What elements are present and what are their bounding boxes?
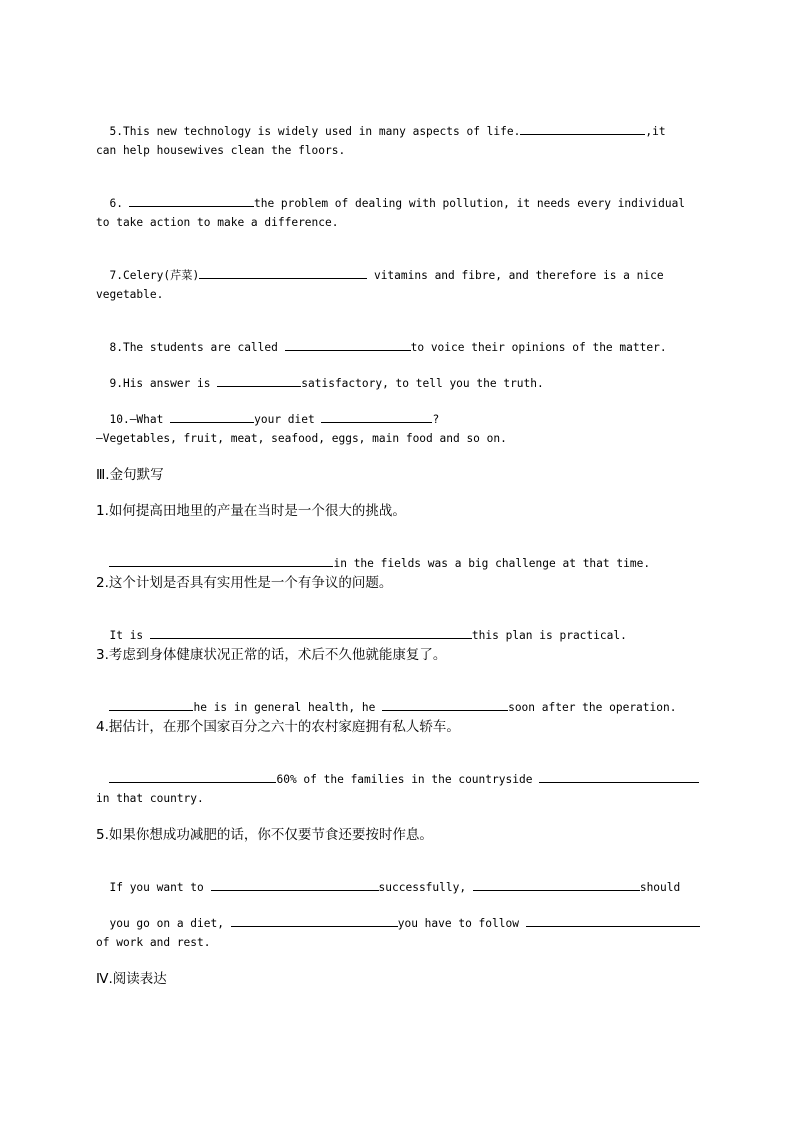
question-text: the problem of dealing with pollution, it needs every individual: [253, 197, 686, 210]
question-9: [96, 359, 544, 390]
question-text: 5.This new technology is widely used in many aspects of life.: [109, 125, 521, 138]
sentence-5-english: [96, 863, 681, 894]
question-5-continued: can help housewives clean the floors.: [96, 144, 346, 157]
sentence-text: this plan is practical.: [471, 629, 627, 642]
question-text: ,it: [645, 125, 666, 138]
question-6-continued: to take action to make a difference.: [96, 216, 339, 229]
answer-blank[interactable]: [109, 555, 333, 567]
answer-blank[interactable]: [217, 375, 301, 387]
sentence-3-chinese: 3.考虑到身体健康状况正常的话，术后不久他就能康复了。: [96, 647, 447, 663]
question-10: [96, 395, 440, 426]
sentence-text: soon after the operation.: [508, 701, 677, 714]
sentence-text: If you want to: [109, 881, 211, 894]
question-5: [96, 107, 666, 138]
question-text: ?: [432, 413, 440, 426]
sentence-5-english-line2: [96, 899, 700, 930]
answer-blank[interactable]: [150, 627, 472, 639]
sentence-1-chinese: 1.如何提高田地里的产量在当时是一个很大的挑战。: [96, 503, 406, 519]
sentence-text: successfully,: [378, 881, 473, 894]
question-text: 7.Celery(芹菜): [109, 269, 200, 282]
section-title: Ⅳ.阅读表达: [96, 971, 167, 987]
question-text: 10.—What: [109, 413, 171, 426]
question-text: your diet: [254, 413, 322, 426]
answer-blank[interactable]: [129, 195, 254, 207]
question-text: vitamins and fibre, and therefore is a nice: [367, 269, 664, 282]
question-text: to voice their opinions of the matter.: [410, 341, 667, 354]
sentence-5-chinese: 5.如果你想成功减肥的话，你不仅要节食还要按时作息。: [96, 827, 433, 843]
sentence-text: you go on a diet,: [109, 917, 231, 930]
sentence-1-english: [96, 539, 651, 570]
sentence-2-chinese: 2.这个计划是否具有实用性是一个有争议的问题。: [96, 575, 393, 591]
question-text: 8.The students are called: [109, 341, 285, 354]
answer-blank[interactable]: [170, 411, 254, 423]
question-10-answer: —Vegetables, fruit, meat, seafood, eggs, main food and so on.: [96, 432, 507, 445]
answer-blank[interactable]: [109, 699, 193, 711]
answer-blank[interactable]: [109, 771, 276, 783]
answer-blank[interactable]: [526, 915, 700, 927]
sentence-text: you have to follow: [397, 917, 526, 930]
question-text: 9.His answer is: [109, 377, 218, 390]
answer-blank[interactable]: [321, 411, 432, 423]
answer-blank[interactable]: [199, 267, 367, 279]
section-title: Ⅲ.金句默写: [96, 467, 164, 483]
answer-blank[interactable]: [520, 123, 645, 135]
sentence-text: he is in general health, he: [193, 701, 383, 714]
sentence-text: It is: [109, 629, 150, 642]
answer-blank[interactable]: [285, 339, 411, 351]
question-number: 6.: [109, 197, 123, 210]
sentence-4-chinese: 4.据估计，在那个国家百分之六十的农村家庭拥有私人轿车。: [96, 719, 460, 735]
answer-blank[interactable]: [211, 879, 379, 891]
question-text: satisfactory, to tell you the truth.: [301, 377, 544, 390]
answer-blank[interactable]: [539, 771, 699, 783]
answer-blank[interactable]: [382, 699, 508, 711]
sentence-3-english: [96, 683, 677, 714]
answer-blank[interactable]: [473, 879, 640, 891]
sentence-4-english: [96, 755, 699, 786]
question-6: [96, 179, 686, 210]
sentence-2-english: [96, 611, 627, 642]
question-7-continued: vegetable.: [96, 288, 164, 301]
sentence-text: 60% of the families in the countryside: [276, 773, 540, 786]
question-7: [96, 251, 664, 282]
answer-blank[interactable]: [231, 915, 398, 927]
sentence-4-continued: in that country.: [96, 792, 204, 805]
sentence-text: should: [639, 881, 681, 894]
sentence-5-continued: of work and rest.: [96, 936, 211, 949]
question-8: [96, 323, 667, 354]
sentence-text: in the fields was a big challenge at that time.: [333, 557, 651, 570]
